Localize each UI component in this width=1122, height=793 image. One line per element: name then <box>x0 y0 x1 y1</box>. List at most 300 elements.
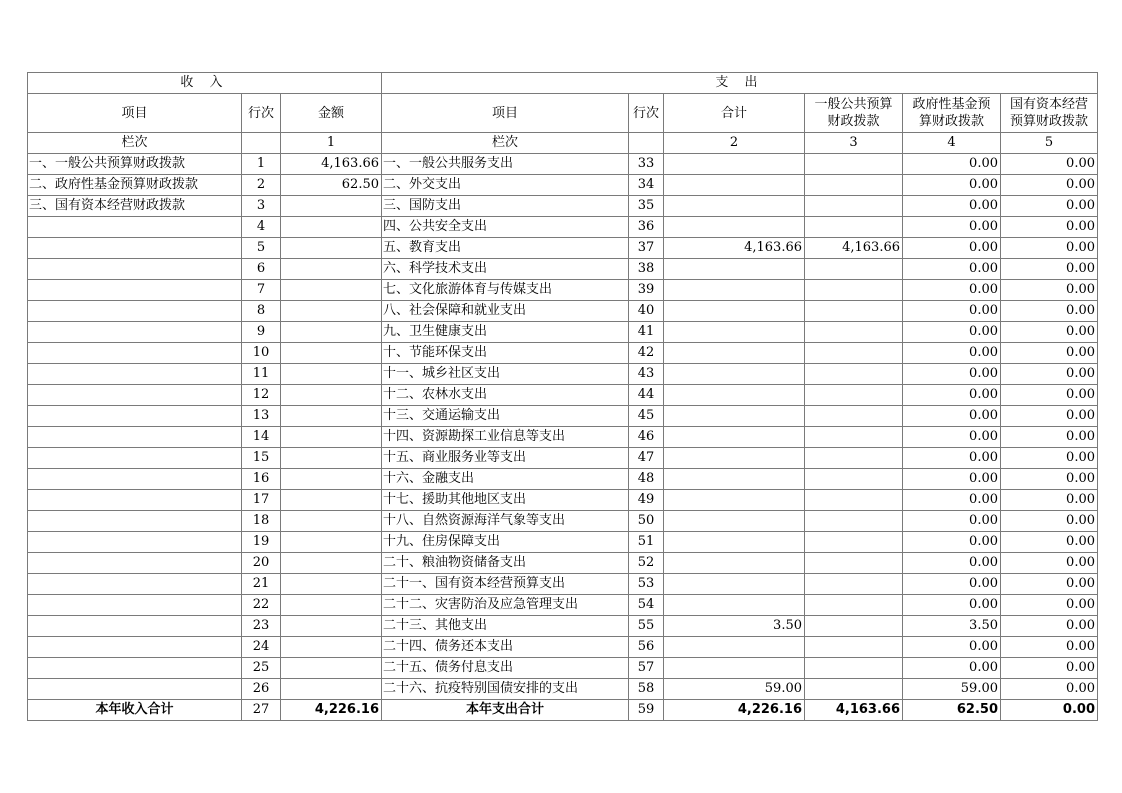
income-amount-cell <box>281 658 382 679</box>
income-amount-cell <box>281 532 382 553</box>
expense-total-cell <box>664 637 805 658</box>
fund-budget-cell: 0.00 <box>903 469 1001 490</box>
income-item-cell <box>28 322 242 343</box>
income-amount-cell <box>281 217 382 238</box>
income-amount-cell <box>281 364 382 385</box>
income-amount-cell <box>281 511 382 532</box>
fund-budget-cell: 0.00 <box>903 238 1001 259</box>
income-row-no-cell: 7 <box>242 280 281 301</box>
fund-budget-cell: 0.00 <box>903 553 1001 574</box>
income-item-cell <box>28 238 242 259</box>
expense-item-cell: 二十六、抗疫特别国债安排的支出 <box>382 679 629 700</box>
general-budget-total: 4,163.66 <box>805 700 903 721</box>
col-header-income-row-no: 行次 <box>242 94 281 133</box>
column-index-blank <box>242 133 281 154</box>
expense-row-no-cell: 39 <box>629 280 664 301</box>
expense-total-cell <box>664 574 805 595</box>
income-item-cell <box>28 658 242 679</box>
state-capital-cell: 0.00 <box>1001 280 1098 301</box>
general-budget-cell <box>805 343 903 364</box>
col-header-state-capital-budget <box>1001 94 1098 133</box>
col-header-general-budget <box>805 94 903 133</box>
expense-item-cell: 二十四、债务还本支出 <box>382 637 629 658</box>
income-row-no-cell: 3 <box>242 196 281 217</box>
expense-item-cell: 十八、自然资源海洋气象等支出 <box>382 511 629 532</box>
table-row <box>28 154 1098 175</box>
table-row <box>28 406 1098 427</box>
income-row-no-cell: 8 <box>242 301 281 322</box>
expense-total-cell <box>664 658 805 679</box>
income-item-cell <box>28 385 242 406</box>
expense-total-cell <box>664 385 805 406</box>
state-capital-cell: 0.00 <box>1001 301 1098 322</box>
expense-total-cell <box>664 406 805 427</box>
income-total-amount: 4,226.16 <box>281 700 382 721</box>
income-row-no-cell: 24 <box>242 637 281 658</box>
income-amount-cell <box>281 595 382 616</box>
income-item-cell <box>28 280 242 301</box>
fund-budget-total: 62.50 <box>903 700 1001 721</box>
expense-item-cell: 十二、农林水支出 <box>382 385 629 406</box>
expense-total-cell <box>664 343 805 364</box>
table-row <box>28 595 1098 616</box>
column-header-row <box>28 94 1098 133</box>
fund-budget-cell: 0.00 <box>903 574 1001 595</box>
state-capital-cell: 0.00 <box>1001 448 1098 469</box>
income-row-no-cell: 16 <box>242 469 281 490</box>
column-index-row <box>28 133 1098 154</box>
expense-item-cell: 十四、资源勘探工业信息等支出 <box>382 427 629 448</box>
income-amount-cell <box>281 553 382 574</box>
general-budget-cell <box>805 553 903 574</box>
expense-item-cell: 十一、城乡社区支出 <box>382 364 629 385</box>
fund-budget-cell: 0.00 <box>903 595 1001 616</box>
table-row <box>28 448 1098 469</box>
fund-budget-cell: 0.00 <box>903 259 1001 280</box>
column-index-total: 2 <box>664 133 805 154</box>
general-budget-cell <box>805 532 903 553</box>
expense-row-no-cell: 42 <box>629 343 664 364</box>
expense-total-cell <box>664 154 805 175</box>
expense-row-no-cell: 45 <box>629 406 664 427</box>
col-header-fund-line2: 算财政拨款 <box>918 114 984 129</box>
income-row-no-cell: 2 <box>242 175 281 196</box>
income-amount-cell <box>281 679 382 700</box>
fund-budget-cell: 0.00 <box>903 385 1001 406</box>
state-capital-cell: 0.00 <box>1001 616 1098 637</box>
expense-item-cell: 六、科学技术支出 <box>382 259 629 280</box>
income-row-no-cell: 11 <box>242 364 281 385</box>
income-amount-cell <box>281 637 382 658</box>
table-row <box>28 574 1098 595</box>
table-row <box>28 553 1098 574</box>
expense-row-no-cell: 34 <box>629 175 664 196</box>
general-budget-cell <box>805 280 903 301</box>
expense-item-cell: 二十二、灾害防治及应急管理支出 <box>382 595 629 616</box>
income-item-cell <box>28 679 242 700</box>
budget-summary-table <box>27 72 1098 721</box>
fund-budget-cell: 0.00 <box>903 322 1001 343</box>
expense-item-cell: 十五、商业服务业等支出 <box>382 448 629 469</box>
income-item-cell <box>28 574 242 595</box>
income-row-no-cell: 10 <box>242 343 281 364</box>
col-header-total: 合计 <box>664 94 805 133</box>
expense-total-cell: 3.50 <box>664 616 805 637</box>
expense-item-cell: 十、节能环保支出 <box>382 343 629 364</box>
income-row-no-cell: 25 <box>242 658 281 679</box>
income-amount-cell <box>281 301 382 322</box>
expense-item-cell: 一、一般公共服务支出 <box>382 154 629 175</box>
general-budget-cell <box>805 322 903 343</box>
expense-total-sum: 4,226.16 <box>664 700 805 721</box>
income-row-no-cell: 9 <box>242 322 281 343</box>
expense-total-cell <box>664 553 805 574</box>
table-row <box>28 427 1098 448</box>
fund-budget-cell: 0.00 <box>903 175 1001 196</box>
fund-budget-cell: 0.00 <box>903 637 1001 658</box>
fund-budget-cell: 0.00 <box>903 301 1001 322</box>
income-amount-cell <box>281 196 382 217</box>
table-row <box>28 259 1098 280</box>
expense-total-cell <box>664 175 805 196</box>
expense-row-no-cell: 53 <box>629 574 664 595</box>
state-capital-cell: 0.00 <box>1001 658 1098 679</box>
income-row-no-cell: 15 <box>242 448 281 469</box>
state-capital-cell: 0.00 <box>1001 406 1098 427</box>
income-amount-cell <box>281 574 382 595</box>
table-row <box>28 637 1098 658</box>
state-capital-cell: 0.00 <box>1001 637 1098 658</box>
fund-budget-cell: 0.00 <box>903 217 1001 238</box>
col-header-state-line2: 预算财政拨款 <box>1009 114 1088 129</box>
expense-item-cell: 十七、援助其他地区支出 <box>382 490 629 511</box>
income-total-row-no: 27 <box>242 700 281 721</box>
table-row <box>28 217 1098 238</box>
col-header-expense-row-no: 行次 <box>629 94 664 133</box>
expense-item-cell: 十三、交通运输支出 <box>382 406 629 427</box>
general-budget-cell <box>805 511 903 532</box>
table-row <box>28 658 1098 679</box>
expense-item-cell: 二十、粮油物资储备支出 <box>382 553 629 574</box>
income-amount-cell <box>281 238 382 259</box>
expense-total-cell <box>664 448 805 469</box>
expense-item-cell: 二十一、国有资本经营预算支出 <box>382 574 629 595</box>
expense-row-no-cell: 47 <box>629 448 664 469</box>
expense-row-no-cell: 57 <box>629 658 664 679</box>
fund-budget-cell: 0.00 <box>903 511 1001 532</box>
expense-row-no-cell: 35 <box>629 196 664 217</box>
income-row-no-cell: 13 <box>242 406 281 427</box>
table-row <box>28 280 1098 301</box>
income-item-cell <box>28 511 242 532</box>
income-row-no-cell: 17 <box>242 490 281 511</box>
table-row <box>28 175 1098 196</box>
table-row <box>28 238 1098 259</box>
income-amount-cell <box>281 448 382 469</box>
general-budget-cell <box>805 469 903 490</box>
income-item-cell <box>28 553 242 574</box>
totals-row <box>28 700 1098 721</box>
income-amount-cell <box>281 490 382 511</box>
general-budget-cell <box>805 259 903 280</box>
expense-total-cell <box>664 280 805 301</box>
expense-row-no-cell: 51 <box>629 532 664 553</box>
state-capital-total: 0.00 <box>1001 700 1098 721</box>
general-budget-cell <box>805 679 903 700</box>
expense-row-no-cell: 48 <box>629 469 664 490</box>
income-row-no-cell: 20 <box>242 553 281 574</box>
general-budget-cell <box>805 490 903 511</box>
col-header-expense-item: 项目 <box>382 94 629 133</box>
income-item-cell <box>28 532 242 553</box>
income-item-cell <box>28 301 242 322</box>
expense-item-cell: 五、教育支出 <box>382 238 629 259</box>
expense-total-cell <box>664 196 805 217</box>
income-total-label: 本年收入合计 <box>28 700 242 721</box>
expense-total-row-no: 59 <box>629 700 664 721</box>
expense-total-cell <box>664 322 805 343</box>
column-index-fund: 4 <box>903 133 1001 154</box>
general-budget-cell <box>805 658 903 679</box>
fund-budget-cell: 59.00 <box>903 679 1001 700</box>
state-capital-cell: 0.00 <box>1001 679 1098 700</box>
col-header-income-amount: 金额 <box>281 94 382 133</box>
income-row-no-cell: 21 <box>242 574 281 595</box>
income-amount-cell <box>281 469 382 490</box>
expense-row-no-cell: 43 <box>629 364 664 385</box>
column-index-state: 5 <box>1001 133 1098 154</box>
state-capital-cell: 0.00 <box>1001 385 1098 406</box>
income-item-cell: 三、国有资本经营财政拨款 <box>28 196 242 217</box>
fund-budget-cell: 0.00 <box>903 427 1001 448</box>
expense-item-cell: 十九、住房保障支出 <box>382 532 629 553</box>
income-row-no-cell: 4 <box>242 217 281 238</box>
state-capital-cell: 0.00 <box>1001 175 1098 196</box>
income-amount-cell: 4,163.66 <box>281 154 382 175</box>
income-item-cell <box>28 259 242 280</box>
income-item-cell: 二、政府性基金预算财政拨款 <box>28 175 242 196</box>
expense-row-no-cell: 58 <box>629 679 664 700</box>
fund-budget-cell: 0.00 <box>903 658 1001 679</box>
expense-total-cell <box>664 217 805 238</box>
table-row <box>28 322 1098 343</box>
state-capital-cell: 0.00 <box>1001 217 1098 238</box>
expense-row-no-cell: 38 <box>629 259 664 280</box>
income-row-no-cell: 23 <box>242 616 281 637</box>
fund-budget-cell: 0.00 <box>903 490 1001 511</box>
income-item-cell <box>28 469 242 490</box>
table-row <box>28 679 1098 700</box>
income-item-cell: 一、一般公共预算财政拨款 <box>28 154 242 175</box>
table-row <box>28 490 1098 511</box>
table-row <box>28 364 1098 385</box>
table-row <box>28 301 1098 322</box>
income-row-no-cell: 18 <box>242 511 281 532</box>
expense-total-cell <box>664 469 805 490</box>
income-row-no-cell: 1 <box>242 154 281 175</box>
fund-budget-cell: 0.00 <box>903 532 1001 553</box>
income-row-no-cell: 19 <box>242 532 281 553</box>
general-budget-cell <box>805 364 903 385</box>
fund-budget-cell: 0.00 <box>903 448 1001 469</box>
expense-row-no-cell: 40 <box>629 301 664 322</box>
income-row-no-cell: 12 <box>242 385 281 406</box>
income-amount-cell <box>281 343 382 364</box>
col-header-fund-line1: 政府性基金预 <box>912 97 991 112</box>
fund-budget-cell: 0.00 <box>903 196 1001 217</box>
income-item-cell <box>28 637 242 658</box>
expense-item-cell: 二十五、债务付息支出 <box>382 658 629 679</box>
fund-budget-cell: 0.00 <box>903 364 1001 385</box>
column-index-label-left: 栏次 <box>28 133 242 154</box>
income-item-cell <box>28 406 242 427</box>
expense-item-cell: 八、社会保障和就业支出 <box>382 301 629 322</box>
table-row <box>28 343 1098 364</box>
state-capital-cell: 0.00 <box>1001 427 1098 448</box>
income-item-cell <box>28 427 242 448</box>
income-amount-cell <box>281 406 382 427</box>
expense-row-no-cell: 56 <box>629 637 664 658</box>
income-row-no-cell: 6 <box>242 259 281 280</box>
fund-budget-cell: 0.00 <box>903 406 1001 427</box>
expense-total-label: 本年支出合计 <box>382 700 629 721</box>
general-budget-cell: 4,163.66 <box>805 238 903 259</box>
state-capital-cell: 0.00 <box>1001 595 1098 616</box>
column-index-amount: 1 <box>281 133 382 154</box>
expense-row-no-cell: 44 <box>629 385 664 406</box>
income-amount-cell <box>281 616 382 637</box>
state-capital-cell: 0.00 <box>1001 364 1098 385</box>
income-row-no-cell: 5 <box>242 238 281 259</box>
income-amount-cell <box>281 427 382 448</box>
state-capital-cell: 0.00 <box>1001 154 1098 175</box>
income-amount-cell <box>281 385 382 406</box>
state-capital-cell: 0.00 <box>1001 511 1098 532</box>
state-capital-cell: 0.00 <box>1001 322 1098 343</box>
state-capital-cell: 0.00 <box>1001 574 1098 595</box>
income-amount-cell <box>281 259 382 280</box>
expense-item-cell: 十六、金融支出 <box>382 469 629 490</box>
table-row <box>28 469 1098 490</box>
expense-row-no-cell: 37 <box>629 238 664 259</box>
expense-row-no-cell: 55 <box>629 616 664 637</box>
expense-row-no-cell: 41 <box>629 322 664 343</box>
column-index-label-right: 栏次 <box>382 133 629 154</box>
expense-item-cell: 九、卫生健康支出 <box>382 322 629 343</box>
fund-budget-cell: 0.00 <box>903 343 1001 364</box>
col-header-state-line1: 国有资本经营 <box>1009 97 1088 112</box>
expense-row-no-cell: 52 <box>629 553 664 574</box>
table-row <box>28 532 1098 553</box>
col-header-general-line2: 财政拨款 <box>827 114 880 129</box>
table-row <box>28 616 1098 637</box>
general-budget-cell <box>805 448 903 469</box>
expense-total-cell: 59.00 <box>664 679 805 700</box>
general-budget-cell <box>805 406 903 427</box>
expense-row-no-cell: 50 <box>629 511 664 532</box>
table-row <box>28 511 1098 532</box>
expense-item-cell: 三、国防支出 <box>382 196 629 217</box>
income-row-no-cell: 22 <box>242 595 281 616</box>
state-capital-cell: 0.00 <box>1001 553 1098 574</box>
general-budget-cell <box>805 595 903 616</box>
col-header-general-line1: 一般公共预算 <box>814 97 893 112</box>
state-capital-cell: 0.00 <box>1001 490 1098 511</box>
fund-budget-cell: 0.00 <box>903 280 1001 301</box>
general-budget-cell <box>805 175 903 196</box>
col-header-income-item: 项目 <box>28 94 242 133</box>
income-item-cell <box>28 490 242 511</box>
income-row-no-cell: 14 <box>242 427 281 448</box>
expense-total-cell <box>664 595 805 616</box>
expense-row-no-cell: 49 <box>629 490 664 511</box>
expense-item-cell: 七、文化旅游体育与传媒支出 <box>382 280 629 301</box>
state-capital-cell: 0.00 <box>1001 532 1098 553</box>
expense-row-no-cell: 46 <box>629 427 664 448</box>
table-row <box>28 385 1098 406</box>
fund-budget-cell: 0.00 <box>903 154 1001 175</box>
general-budget-cell <box>805 427 903 448</box>
income-amount-cell <box>281 322 382 343</box>
general-budget-cell <box>805 217 903 238</box>
column-index-blank-2 <box>629 133 664 154</box>
state-capital-cell: 0.00 <box>1001 343 1098 364</box>
state-capital-cell: 0.00 <box>1001 469 1098 490</box>
expense-total-cell: 4,163.66 <box>664 238 805 259</box>
income-section-label: 收 入 <box>28 73 382 94</box>
income-item-cell <box>28 616 242 637</box>
income-item-cell <box>28 343 242 364</box>
expense-total-cell <box>664 511 805 532</box>
expense-total-cell <box>664 364 805 385</box>
income-item-cell <box>28 364 242 385</box>
expense-row-no-cell: 33 <box>629 154 664 175</box>
general-budget-cell <box>805 154 903 175</box>
col-header-fund-budget <box>903 94 1001 133</box>
table-row <box>28 196 1098 217</box>
expense-item-cell: 四、公共安全支出 <box>382 217 629 238</box>
general-budget-cell <box>805 616 903 637</box>
expense-row-no-cell: 54 <box>629 595 664 616</box>
general-budget-cell <box>805 637 903 658</box>
state-capital-cell: 0.00 <box>1001 196 1098 217</box>
state-capital-cell: 0.00 <box>1001 259 1098 280</box>
expense-total-cell <box>664 532 805 553</box>
income-amount-cell <box>281 280 382 301</box>
general-budget-cell <box>805 196 903 217</box>
income-amount-cell: 62.50 <box>281 175 382 196</box>
expense-total-cell <box>664 301 805 322</box>
expense-item-cell: 二、外交支出 <box>382 175 629 196</box>
column-index-general: 3 <box>805 133 903 154</box>
expense-item-cell: 二十三、其他支出 <box>382 616 629 637</box>
fund-budget-cell: 3.50 <box>903 616 1001 637</box>
expense-section-label: 支 出 <box>382 73 1098 94</box>
section-header-row <box>28 73 1098 94</box>
expense-row-no-cell: 36 <box>629 217 664 238</box>
income-item-cell <box>28 448 242 469</box>
income-item-cell <box>28 217 242 238</box>
expense-total-cell <box>664 427 805 448</box>
expense-total-cell <box>664 259 805 280</box>
general-budget-cell <box>805 385 903 406</box>
general-budget-cell <box>805 301 903 322</box>
income-item-cell <box>28 595 242 616</box>
general-budget-cell <box>805 574 903 595</box>
income-row-no-cell: 26 <box>242 679 281 700</box>
state-capital-cell: 0.00 <box>1001 238 1098 259</box>
expense-total-cell <box>664 490 805 511</box>
